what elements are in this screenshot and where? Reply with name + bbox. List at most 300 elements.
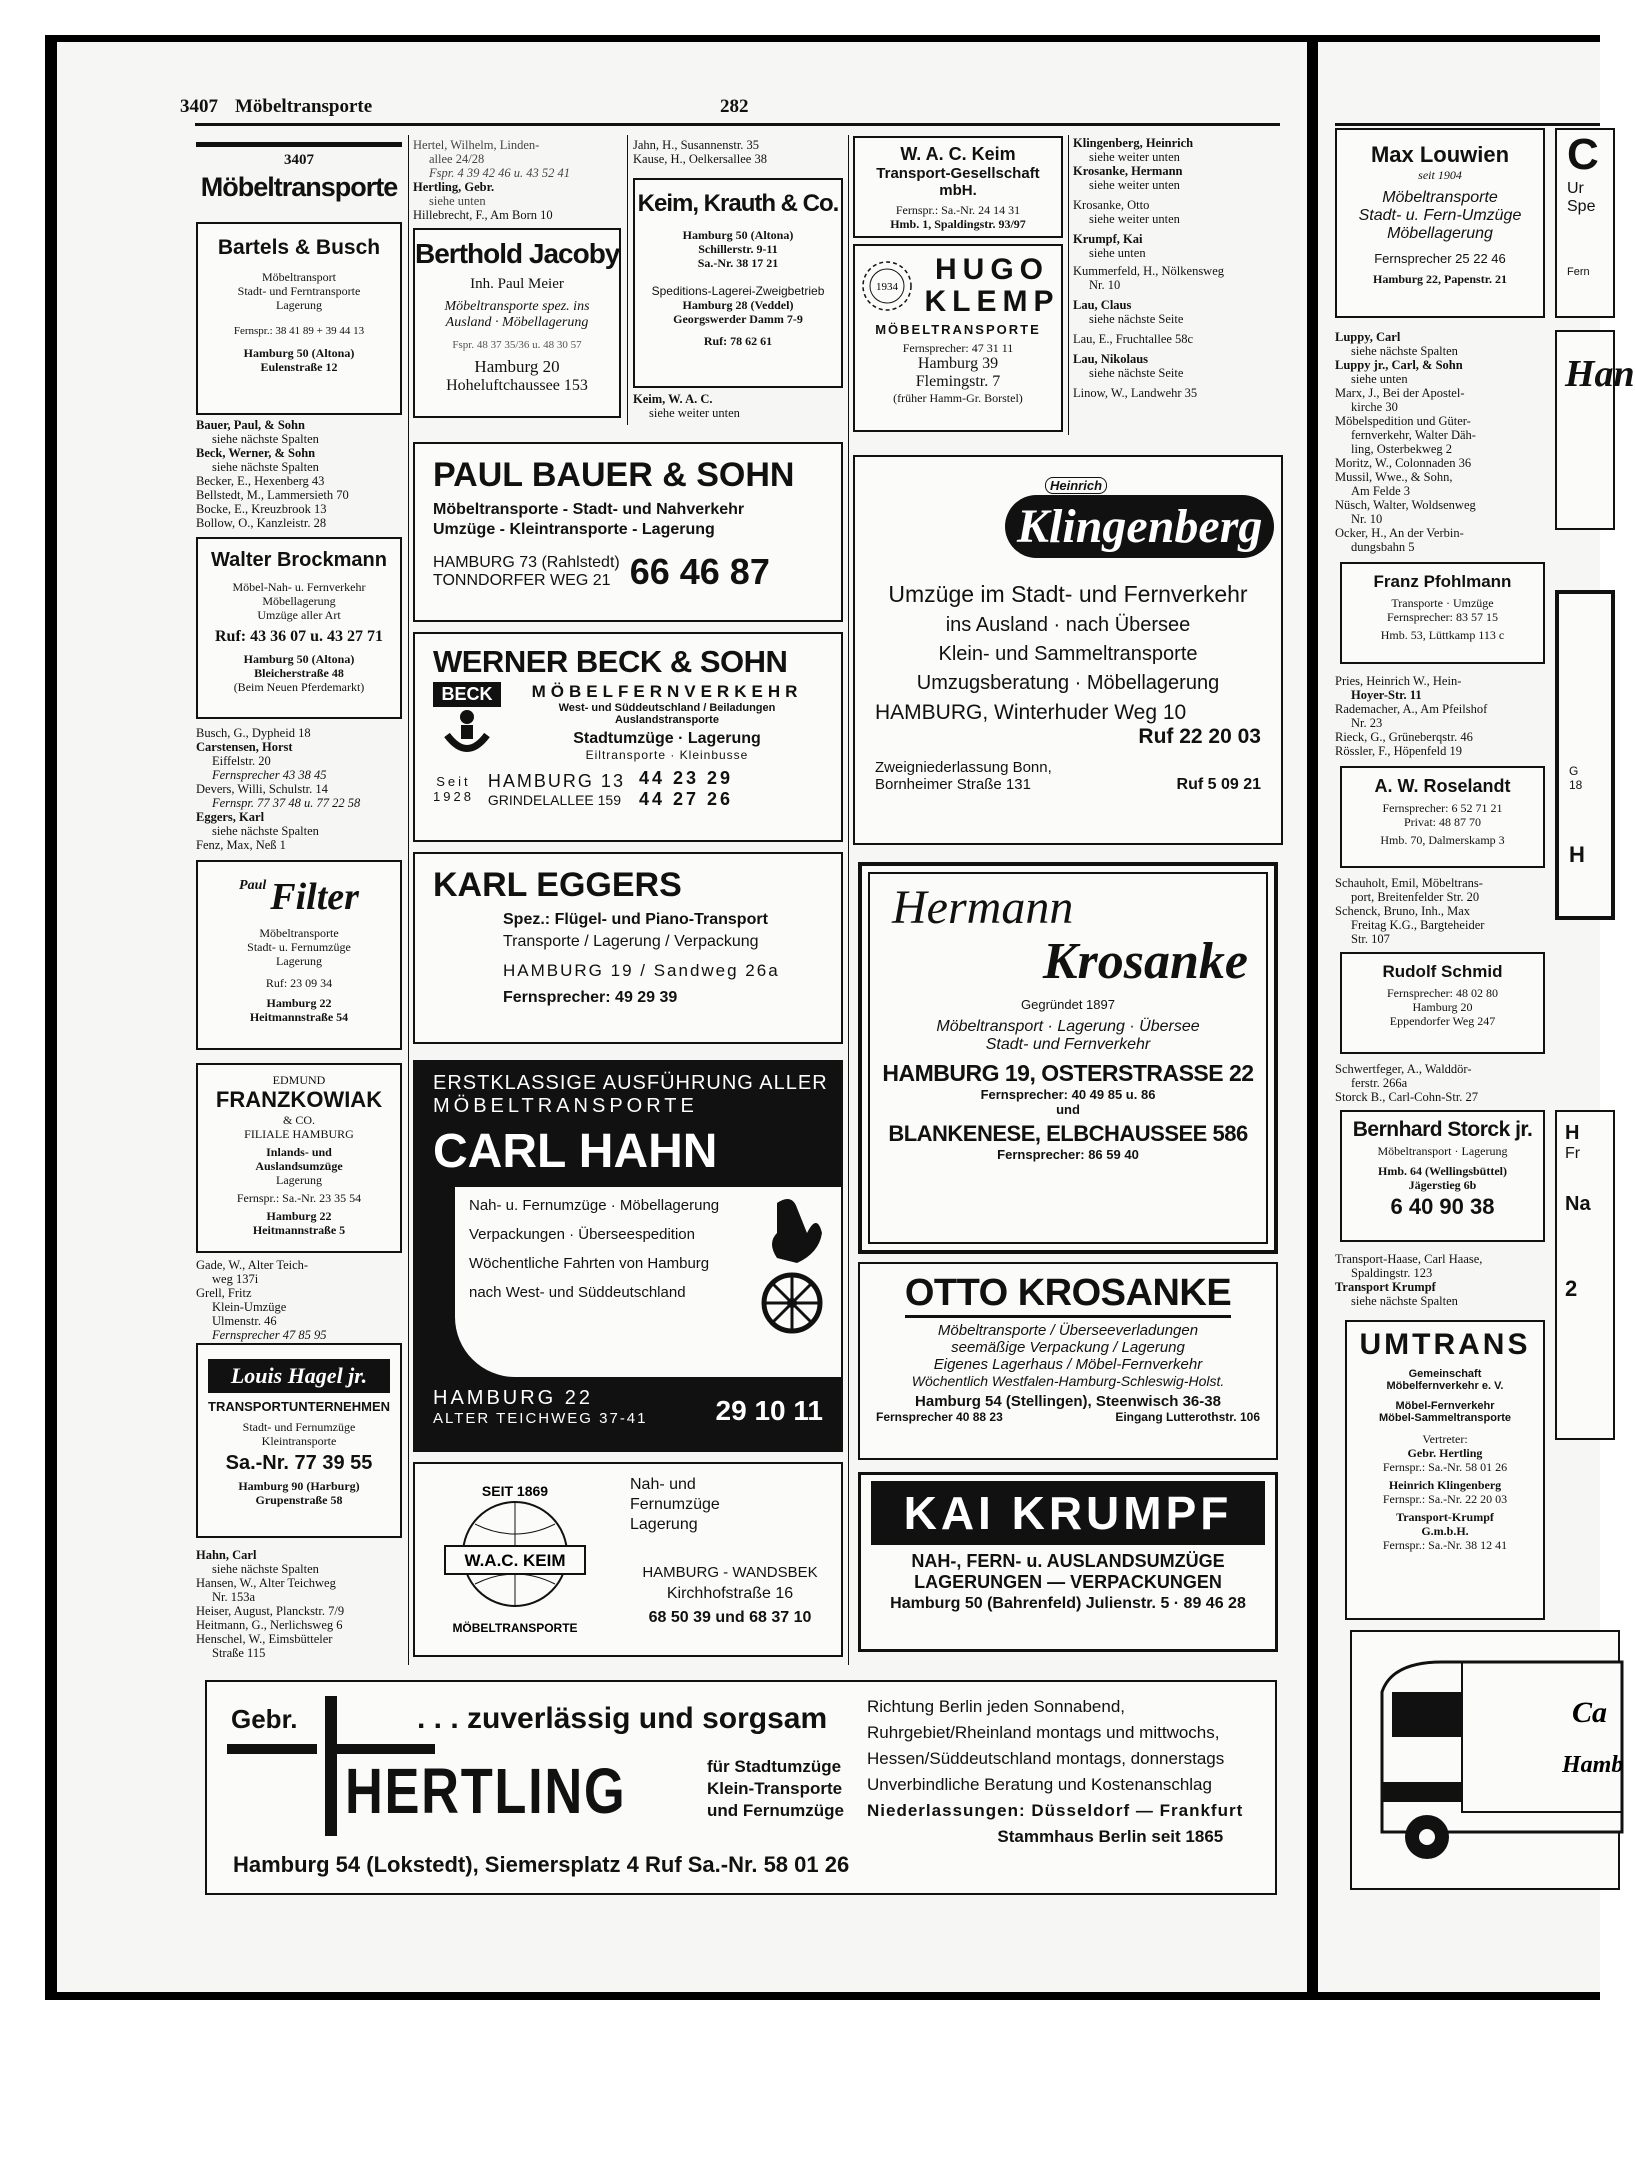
entry-text: Mussil, Wwe., & Sohn, — [1335, 470, 1453, 484]
entries-list — [1073, 136, 1283, 400]
fragment-text: H — [1565, 1122, 1580, 1144]
entry-text: Pries, Heinrich W., Hein- — [1335, 674, 1462, 688]
entries-list — [633, 138, 843, 166]
ad-jacoby — [413, 228, 621, 418]
column-divider — [627, 135, 628, 425]
entry-text: siehe weiter unten — [1089, 178, 1180, 192]
entry-text: siehe weiter unten — [649, 406, 740, 420]
logo-text: W.A.C. KEIM — [464, 1551, 566, 1570]
ad-address: TONNDORFER WEG 21 — [433, 572, 611, 589]
entry-text: Schwertfeger, A., Walddör- — [1335, 1062, 1472, 1076]
seal-year: 1934 — [875, 281, 898, 293]
ad-address: (Beim Neuen Pferdemarkt) — [233, 680, 365, 694]
entry-text: kirche 30 — [1351, 400, 1398, 414]
entry-text: Bellstedt, M., Lammersieth 70 — [196, 488, 349, 502]
entry-text: Transport-Haase, Carl Haase, — [1335, 1252, 1483, 1266]
entry-text: Hillebrecht, F., Am Born 10 — [413, 208, 553, 222]
entry-text: Linow, W., Landwehr 35 — [1073, 386, 1198, 400]
fragment-text: Ur — [1567, 180, 1584, 197]
entries-list — [196, 1258, 406, 1342]
entry-text: Heiser, August, Planckstr. 7/9 — [196, 1604, 345, 1618]
ad-phone: Privat: 48 87 70 — [1404, 815, 1481, 829]
entry-text: Nüsch, Walter, Woldsenweg — [1335, 498, 1476, 512]
ad-address: GRINDELALLEE 159 — [487, 791, 621, 808]
ad-subtitle: MÖBELTRANSPORTE — [875, 322, 1041, 337]
column-divider — [1068, 135, 1069, 435]
entries-list — [1335, 1062, 1550, 1104]
entry-name: Keim, W. A. C. — [633, 392, 713, 406]
entry-text: siehe weiter unten — [1089, 150, 1180, 164]
heading-bar — [196, 142, 402, 147]
ad-address: Hmb. 1, Spaldingstr. 93/97 — [890, 217, 1026, 231]
ad-hugo-klemp — [853, 244, 1063, 432]
entry-text: port, Breitenfelder Str. 20 — [1351, 890, 1480, 904]
entry-name: Eggers, Karl — [196, 810, 265, 824]
ad-prefix: Gebr. — [231, 1704, 298, 1734]
entry-text: Schauholt, Emil, Möbeltrans- — [1335, 876, 1483, 890]
entry-text: siehe nächste Spalten — [1351, 344, 1458, 358]
entry-text: ling, Osterbekweg 2 — [1351, 442, 1453, 456]
ad-phone: Fernspr.: Sa.-Nr. 23 35 54 — [236, 1191, 362, 1205]
entry-name: Klingenberg, Heinrich — [1073, 136, 1194, 150]
ad-line: Vertreter: — [1422, 1432, 1468, 1446]
ad-address: ALTER TEICHWEG 37-41 — [433, 1410, 648, 1427]
ad-line: Verpackungen · Überseespedition — [469, 1226, 695, 1243]
ad-address: Heitmannstraße 5 — [252, 1223, 346, 1237]
ad-phone: Fernspr.: Sa.-Nr. 22 20 03 — [1382, 1492, 1508, 1506]
ad-title: KAI KRUMPF — [871, 1481, 1265, 1545]
entry-text: Ulmenstr. 46 — [212, 1314, 277, 1328]
ad-title: Filter — [270, 876, 359, 918]
ad-karl-eggers — [413, 852, 843, 1044]
ad-title: Bernhard Storck jr. — [1352, 1118, 1533, 1141]
ad-address: Kirchhofstraße 16 — [666, 1585, 794, 1602]
entry-text: Hansen, W., Alter Teichweg — [196, 1576, 336, 1590]
ad-fragment — [1555, 1110, 1615, 1440]
ad-line: Lagerung — [630, 1516, 698, 1533]
ad-hertling — [205, 1680, 1277, 1895]
ad-line: Eigenes Lagerhaus / Möbel-Fernverkehr — [933, 1356, 1203, 1373]
ad-subtitle: TRANSPORTUNTERNEHMEN — [208, 1399, 390, 1414]
entry-name: Lau, Nikolaus — [1073, 352, 1149, 366]
logo-ring: MÖBELTRANSPORTE — [452, 1621, 578, 1635]
entry-text: Kause, H., Oelkersallee 38 — [633, 152, 767, 166]
entry-text: Ocker, H., An der Verbin- — [1335, 526, 1464, 540]
entry-text: siehe nächste Spalten — [1351, 1294, 1458, 1308]
ad-phone: Fernsprecher 25 22 46 — [1374, 251, 1506, 266]
ad-address: Eppendorfer Weg 247 — [1389, 1014, 1496, 1028]
ad-line: Stadt- und Ferntransporte — [237, 284, 361, 298]
ad-phone: Sa.-Nr. 38 17 21 — [697, 256, 779, 270]
logo-name: Klingenberg — [1005, 495, 1274, 558]
entry-name: Luppy, Carl — [1335, 330, 1401, 344]
entry-name: Bauer, Paul, & Sohn — [196, 418, 305, 432]
header-rule — [195, 123, 1280, 126]
ad-title: Louis Hagel jr. — [208, 1359, 390, 1393]
ad-line: G.m.b.H. — [1421, 1524, 1469, 1538]
ad-hagel — [196, 1343, 402, 1538]
ad-line: nach West- und Süddeutschland — [469, 1284, 686, 1301]
ad-line: Nah- u. Fernumzüge · Möbellagerung — [469, 1197, 720, 1214]
entry-text: Lau, E., Fruchtallee 58c — [1073, 332, 1194, 346]
ad-paul-bauer — [413, 442, 843, 622]
ad-truck-fragment — [1350, 1630, 1624, 1890]
ad-line: & CO. — [282, 1113, 315, 1127]
ad-phone: Sa.-Nr. 77 39 55 — [225, 1452, 373, 1474]
ad-line: Kleintransporte — [261, 1434, 337, 1448]
ad-line: Unverbindliche Beratung und Kostenanschlag — [867, 1775, 1212, 1794]
entry-text: Heitmann, G., Nerlichsweg 6 — [196, 1618, 343, 1632]
ad-line: LAGERUNGEN — VERPACKUNGEN — [914, 1572, 1222, 1592]
ad-address: Grupenstraße 58 — [255, 1493, 343, 1507]
ad-line: Eingang Lutterothstr. 106 — [1115, 1410, 1260, 1424]
entry-text: Busch, G., Dypheid 18 — [196, 726, 311, 740]
entry-name: Hertling, Gebr. — [413, 180, 495, 194]
entry-text: Fernspr. 77 37 48 u. 77 22 58 — [212, 796, 361, 810]
ad-line: seemäßige Verpackung / Lagerung — [951, 1339, 1185, 1356]
ad-address: (früher Hamm-Gr. Borstel) — [893, 391, 1023, 405]
entry-name: Hahn, Carl — [196, 1548, 257, 1562]
logo-bar — [325, 1696, 337, 1836]
entry-name: Lau, Claus — [1073, 298, 1132, 312]
ad-title: HUGO — [935, 253, 1049, 286]
ad-address: Hmb. 53, Lüttkamp 113 c — [1380, 628, 1505, 642]
ad-address: Bleicherstraße 48 — [254, 666, 344, 680]
entry-text: Str. 107 — [1351, 932, 1390, 946]
ad-line: Umzüge - Kleintransporte - Lagerung — [433, 521, 715, 538]
ad-line: Spez.: Flügel- und Piano-Transport — [503, 911, 768, 928]
ad-title: Walter Brockmann — [211, 549, 387, 571]
ad-fragment — [1555, 590, 1615, 920]
ad-phone: Ruf 22 20 03 — [1138, 725, 1261, 748]
entry-text: Klein-Umzüge — [212, 1300, 287, 1314]
ad-line: Heinrich Klingenberg — [1388, 1478, 1502, 1492]
ad-title: Keim, Krauth & Co. — [637, 190, 839, 217]
ad-subtitle: mbH. — [939, 182, 977, 199]
ad-phone: 68 50 39 und 68 37 10 — [648, 1609, 812, 1626]
ad-line: Gegründet 1897 — [1021, 997, 1115, 1012]
ad-year: 1928 — [433, 789, 474, 804]
entry-text: Am Felde 3 — [1351, 484, 1411, 498]
entry-text: Grell, Fritz — [196, 1286, 252, 1300]
entry-text: Fernsprecher 43 38 45 — [212, 768, 327, 782]
entry-name: Beck, Werner, & Sohn — [196, 446, 316, 460]
ad-line: Stammhaus Berlin seit 1865 — [997, 1827, 1224, 1846]
ad-line: Stadtumzüge · Lagerung — [573, 730, 761, 747]
ad-address: HAMBURG, Winterhuder Weg 10 — [875, 701, 1187, 724]
ad-line: Möbeltransporte / Überseeverladungen — [937, 1322, 1199, 1339]
ad-line: Wöchentlich Westfalen-Hamburg-Schleswig-Holst. — [911, 1373, 1225, 1389]
ad-address: Hamburg 20 — [1412, 1000, 1473, 1014]
truck-lettering: Ca — [1572, 1696, 1608, 1729]
ad-bernhard-storck — [1340, 1110, 1545, 1242]
ad-werner-beck — [413, 632, 843, 842]
ad-line: Auslandsumzüge — [255, 1159, 343, 1173]
ad-title: Krosanke — [1042, 933, 1248, 990]
entry-text: Möbelspedition und Güter- — [1335, 414, 1471, 428]
ad-title: Franz Pfohlmann — [1373, 572, 1512, 591]
ad-address: Hamburg 90 (Harburg) — [238, 1479, 360, 1493]
ad-wac-keim — [413, 1462, 843, 1657]
fragment-text: Na — [1565, 1193, 1591, 1215]
entries-list — [413, 138, 623, 222]
ad-line: Umzugsberatung · Möbellagerung — [916, 672, 1220, 694]
ad-line: Möbel-Nah- u. Fernverkehr — [232, 580, 366, 594]
ad-phone: 66 46 87 — [629, 551, 770, 592]
ad-line: MÖBELTRANSPORTE — [433, 1095, 698, 1117]
entry-text: siehe unten — [1351, 372, 1408, 386]
entries-list — [1335, 876, 1550, 946]
entry-name: Carstensen, Horst — [196, 740, 293, 754]
ad-slogan: . . . zuverlässig und sorgsam — [417, 1702, 828, 1735]
ad-address: HAMBURG 19 / Sandweg 26a — [503, 961, 780, 980]
ad-title: PAUL BAUER & SOHN — [433, 456, 795, 494]
ad-phone: Ruf 5 09 21 — [1176, 776, 1261, 793]
section-heading: Möbeltransporte — [200, 172, 398, 202]
logo-seit: SEIT 1869 — [481, 1483, 549, 1499]
fragment-text: Fr — [1565, 1145, 1581, 1162]
ad-brockmann — [196, 537, 402, 719]
entry-text: Eiffelstr. 20 — [212, 754, 271, 768]
ad-address: Heitmannstraße 54 — [249, 1010, 349, 1024]
ad-phone: Fernsprecher: 83 57 15 — [1387, 610, 1498, 624]
ad-line: Klein- und Sammeltransporte — [938, 643, 1198, 665]
entries-list — [1335, 1252, 1550, 1308]
laurel-wreath-icon — [857, 256, 917, 316]
entry-text: Bollow, O., Kanzleistr. 28 — [196, 516, 327, 530]
ad-line: Möbellagerung — [262, 594, 336, 608]
ad-title: Hermann — [892, 881, 1074, 934]
ad-phone: Fernspr.: Sa.-Nr. 58 01 26 — [1382, 1460, 1508, 1474]
moving-truck-icon — [1352, 1632, 1622, 1892]
ad-address: Eulenstraße 12 — [260, 360, 338, 374]
entry-name: Luppy jr., Carl, & Sohn — [1335, 358, 1463, 372]
ad-title: OTTO KROSANKE — [905, 1272, 1231, 1318]
ad-line: Transporte / Lagerung / Verpackung — [503, 933, 759, 950]
heading-number: 3407 — [284, 152, 314, 168]
ad-address: Hamburg 28 (Veddel) — [682, 298, 794, 312]
ad-line: seit 1904 — [1418, 168, 1462, 182]
entry-text: siehe nächste Spalten — [212, 824, 319, 838]
ad-line: Möbeltransporte - Stadt- und Nahverkehr — [433, 501, 745, 518]
ad-line: für Stadtumzüge — [707, 1757, 842, 1776]
entry-text: Schenck, Bruno, Inh., Max — [1335, 904, 1471, 918]
entry-text: Devers, Willi, Schulstr. 14 — [196, 782, 328, 796]
fragment-text: Han — [1565, 353, 1635, 395]
ad-phone: Fernsprecher: 6 52 71 21 — [1382, 801, 1503, 815]
ad-address: Hamburg 22, Papenstr. 21 — [1373, 272, 1507, 286]
folio: 282 — [720, 96, 749, 117]
mover-figure-icon — [437, 707, 497, 757]
column-divider — [848, 135, 849, 1665]
ad-address: BLANKENESE, ELBCHAUSSEE 586 — [888, 1121, 1248, 1146]
ad-address: Flemingstr. 7 — [915, 373, 1001, 390]
ad-klingenberg — [853, 455, 1283, 845]
entries-list — [1335, 330, 1550, 554]
entry-text: allee 24/28 — [429, 152, 485, 166]
fragment-text: 18 — [1569, 778, 1583, 792]
ad-line: Transporte · Umzüge — [1391, 596, 1494, 610]
ad-rudolf-schmid — [1340, 952, 1545, 1054]
ad-address: Bornheimer Straße 131 — [875, 776, 1031, 793]
ad-line: Möbellagerung — [1387, 225, 1493, 242]
ad-phone: Fernsprecher: 48 02 80 — [1387, 986, 1498, 1000]
ad-title: Rudolf Schmid — [1382, 962, 1503, 981]
ad-address: Hamburg 54 (Lokstedt), Siemersplatz 4 Ruf Sa.-Nr. 58 01 26 — [233, 1852, 850, 1877]
ad-line: Wöchentliche Fahrten von Hamburg — [469, 1255, 710, 1272]
ad-phone: Ruf: 23 09 34 — [265, 976, 333, 990]
ad-keim-krauth — [633, 178, 843, 388]
entries-list — [1335, 674, 1550, 758]
page-number: 3407 — [180, 96, 218, 117]
ad-phone: Ruf: 43 36 07 u. 43 27 71 — [214, 628, 383, 645]
ad-line: Klein-Transporte — [707, 1779, 843, 1798]
ad-line: FILIALE HAMBURG — [244, 1127, 354, 1141]
ad-title: FRANZKOWIAK — [215, 1087, 383, 1112]
fragment-text: Fern — [1567, 266, 1590, 278]
entry-text: Bocke, E., Kreuzbrook 13 — [196, 502, 327, 516]
entry-text: ferstr. 266a — [1351, 1076, 1408, 1090]
ad-line: Hessen/Süddeutschland montags, donnerstags — [867, 1749, 1225, 1768]
ad-title: KLEMP — [924, 285, 1060, 318]
ad-address: Hamburg 22 — [266, 996, 332, 1010]
ad-roselandt — [1340, 766, 1545, 868]
entry-text: Fspr. 4 39 42 46 u. 43 52 41 — [429, 166, 570, 180]
ad-line: Gebr. Hertling — [1407, 1446, 1483, 1460]
ad-address: Hoheluftchaussee 153 — [446, 377, 588, 394]
ad-line: Stadt- und Fernumzüge — [242, 1420, 356, 1434]
entry-text: Nr. 153a — [212, 1590, 256, 1604]
ad-line: NAH-, FERN- u. AUSLANDSUMZÜGE — [911, 1551, 1225, 1571]
ad-prefix: Paul — [239, 878, 267, 893]
ad-line: Möbeltransport · Lagerung · Übersee — [936, 1018, 1200, 1035]
ad-line: und — [1056, 1102, 1080, 1117]
ad-line: MÖBELFERNVERKEHR — [531, 682, 803, 701]
entry-text: Rieck, G., Grüneberqstr. 46 — [1335, 730, 1473, 744]
entry-text: siehe nächste Spalten — [212, 460, 319, 474]
ad-line: Möbel-Sammeltransporte — [1378, 1412, 1512, 1424]
ad-address: HAMBURG 13 — [487, 770, 625, 791]
ad-line: Nah- und — [630, 1476, 696, 1493]
ad-line: Möbeltransport — [262, 270, 336, 284]
entry-text: Hertel, Wilhelm, Linden- — [413, 138, 540, 152]
entry-name: Krosanke, Otto — [1073, 198, 1150, 212]
entry-text: Spaldingstr. 123 — [1351, 1266, 1433, 1280]
entry-text: Gade, W., Alter Teich- — [196, 1258, 309, 1272]
entries-list — [633, 392, 843, 420]
ad-franzkowiak — [196, 1063, 402, 1253]
entry-text: Jahn, H., Susannenstr. 35 — [633, 138, 760, 152]
ad-line: Möbel-Fernverkehr — [1395, 1400, 1495, 1412]
ad-address: HAMBURG 22 — [433, 1387, 594, 1409]
ad-line: Möbeltransporte spez. ins — [444, 299, 590, 314]
ad-address: Hamburg 50 (Altona) — [243, 346, 355, 360]
ad-address: Hamburg 22 — [266, 1209, 332, 1223]
ad-address: Schillerstr. 9-11 — [698, 242, 778, 256]
entry-text: Fenz, Max, Neß 1 — [196, 838, 286, 852]
fragment-text: 2 — [1565, 1276, 1578, 1301]
ad-title: Max Louwien — [1370, 142, 1510, 167]
ad-phone: 6 40 90 38 — [1390, 1194, 1495, 1219]
header-rule-right — [1335, 123, 1600, 126]
fragment-text: H — [1569, 842, 1585, 867]
ad-title: UMTRANS — [1359, 1328, 1531, 1361]
ad-otto-krosanke — [858, 1262, 1278, 1460]
entry-text: siehe nächste Seite — [1089, 366, 1184, 380]
ad-address: HAMBURG - WANDSBEK — [642, 1564, 818, 1581]
ad-title: Bartels & Busch — [217, 236, 381, 259]
ad-address: HAMBURG 19, OSTERSTRASSE 22 — [882, 1060, 1254, 1086]
ad-prefix: EDMUND — [272, 1073, 326, 1087]
ad-address: Hamburg 50 (Altona) — [682, 228, 794, 242]
ad-address: Hamburg 54 (Stellingen), Steenwisch 36-38 — [915, 1393, 1221, 1410]
fragment-text: Spe — [1567, 198, 1596, 215]
ad-line: Auslandstransporte — [615, 714, 719, 726]
ad-phone: Ruf: 78 62 61 — [703, 334, 773, 348]
entry-text: siehe unten — [1089, 246, 1146, 260]
ad-filter — [196, 860, 402, 1050]
ad-phone: Fernsprecher: 49 29 39 — [503, 989, 678, 1006]
ad-line: und Fernumzüge — [707, 1801, 844, 1820]
ad-line: Transport-Krumpf — [1396, 1510, 1494, 1524]
ad-line: Möbeltransporte — [259, 926, 339, 940]
ad-line: ERSTKLASSIGE AUSFÜHRUNG ALLER — [433, 1072, 828, 1094]
logo-bar — [227, 1744, 317, 1754]
ad-phone: 29 10 11 — [715, 1395, 823, 1426]
ad-line: Stadt- u. Fernumzüge — [247, 940, 351, 954]
truck-lettering: Hamb — [1562, 1752, 1624, 1778]
ad-line: Umzüge im Stadt- und Fernverkehr — [888, 581, 1248, 607]
ad-title: Berthold Jacoby — [415, 238, 620, 269]
entry-text: Straße 115 — [212, 1646, 266, 1660]
ad-line: Stadt- und Fernverkehr — [985, 1036, 1151, 1053]
entry-text: Moritz, W., Colonnaden 36 — [1335, 456, 1472, 470]
entry-text: Fernsprecher 47 85 95 — [212, 1328, 327, 1342]
entry-text: siehe nächste Spalten — [212, 1562, 319, 1576]
ad-address: Hamburg 39 — [917, 355, 999, 372]
ad-title: W. A. C. Keim — [900, 144, 1016, 164]
ad-line: Fernumzüge — [630, 1496, 720, 1513]
entry-text: Nr. 10 — [1351, 512, 1383, 526]
ad-phone: Fernsprecher: 47 31 11 — [902, 341, 1014, 355]
ad-phone: 44 23 29 — [638, 768, 734, 788]
ad-line: Niederlassungen: Düsseldorf — Frankfurt — [867, 1801, 1244, 1820]
ad-phone: Fernspr.: Sa.-Nr. 24 14 31 — [895, 203, 1021, 217]
entry-text: siehe unten — [429, 194, 486, 208]
ad-subtitle: Transport-Gesellschaft — [876, 165, 1040, 182]
ad-line: ins Ausland · nach Übersee — [945, 614, 1191, 636]
ad-line: Umzüge aller Art — [257, 608, 341, 622]
entry-text: siehe weiter unten — [1089, 212, 1180, 226]
entry-name: Transport Krumpf — [1335, 1280, 1436, 1294]
ad-address: Hamburg 50 (Bahrenfeld) Julienstr. 5 · 89 46 28 — [890, 1595, 1246, 1612]
fragment-text: G — [1569, 764, 1579, 778]
entry-text: Marx, J., Bei der Apostel- — [1335, 386, 1465, 400]
ad-line: Gemeinschaft — [1408, 1368, 1482, 1380]
ad-address: Hamburg 20 — [474, 357, 560, 376]
entry-text: siehe nächste Spalten — [212, 432, 319, 446]
ad-phone: Fernspr.: 38 41 89 + 39 44 13 — [233, 325, 365, 337]
entry-text: weg 137i — [212, 1272, 259, 1286]
running-head: Möbeltransporte — [235, 96, 373, 117]
ad-title: CARL HAHN — [433, 1125, 718, 1178]
ad-line: West- und Süddeutschland / Beiladungen — [558, 702, 776, 714]
ad-line: Ruhrgebiet/Rheinland montags und mittwochs, — [867, 1723, 1220, 1742]
entry-text: Nr. 10 — [1089, 278, 1121, 292]
ad-address: Hmb. 64 (Wellingsbüttel) — [1377, 1164, 1507, 1178]
entry-text: Kummerfeld, H., Nölkensweg — [1073, 264, 1225, 278]
ad-address: Hamburg 50 (Altona) — [243, 652, 355, 666]
